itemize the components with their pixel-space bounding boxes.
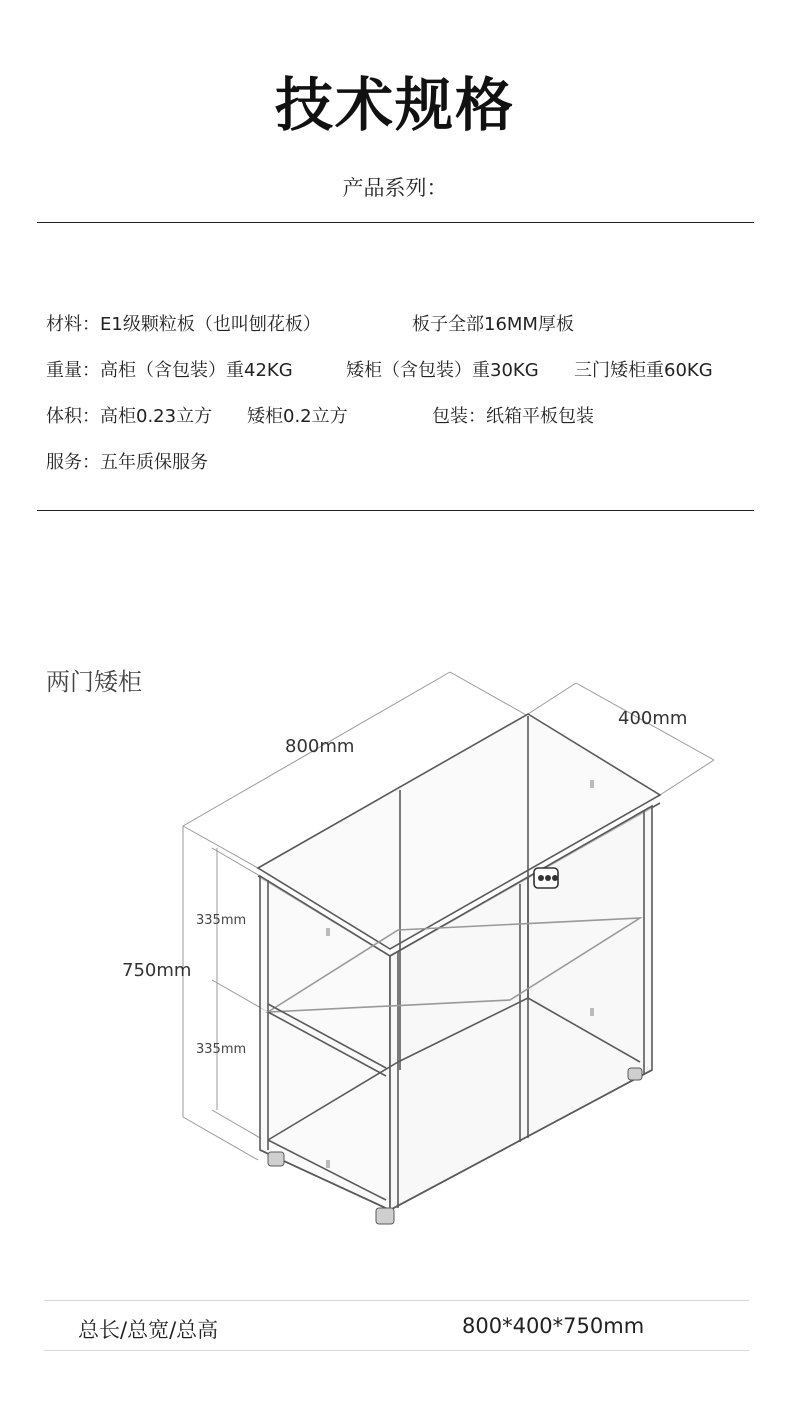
spec-weight: 重量：高柜（含包装）重42KG	[46, 360, 293, 381]
spec-volume-low: 矮柜0.2立方	[247, 406, 348, 427]
depth-dimension: 400mm	[618, 708, 688, 729]
summary-label: 总长/总宽/总高	[78, 1318, 219, 1342]
spec-material: 材料：E1级颗粒板（也叫刨花板）	[46, 314, 321, 335]
shelf-lower-dimension: 335mm	[196, 1042, 247, 1057]
summary-value: 800*400*750mm	[462, 1314, 645, 1338]
product-series-label: 产品系列：	[342, 176, 448, 200]
shelf-upper-dimension: 335mm	[196, 913, 247, 928]
width-dimension: 800mm	[285, 736, 355, 757]
summary-divider-bottom	[44, 1350, 749, 1351]
height-dimension: 750mm	[122, 960, 192, 981]
cabinet-name: 两门矮柜	[46, 668, 142, 696]
page-title: 技术规格	[274, 71, 515, 139]
lock-icon	[534, 868, 558, 888]
cabinet-outline	[258, 714, 660, 1210]
spec-weight-low: 矮柜（含包装）重30KG	[346, 360, 539, 381]
spec-board: 板子全部16MM厚板	[412, 314, 574, 335]
spec-weight-three: 三门矮柜重60KG	[574, 360, 713, 381]
spec-packing: 包装：纸箱平板包装	[432, 406, 594, 427]
summary-divider-top	[44, 1300, 749, 1301]
spec-service: 服务：五年质保服务	[46, 452, 208, 473]
spec-volume: 体积：高柜0.23立方	[46, 406, 213, 427]
